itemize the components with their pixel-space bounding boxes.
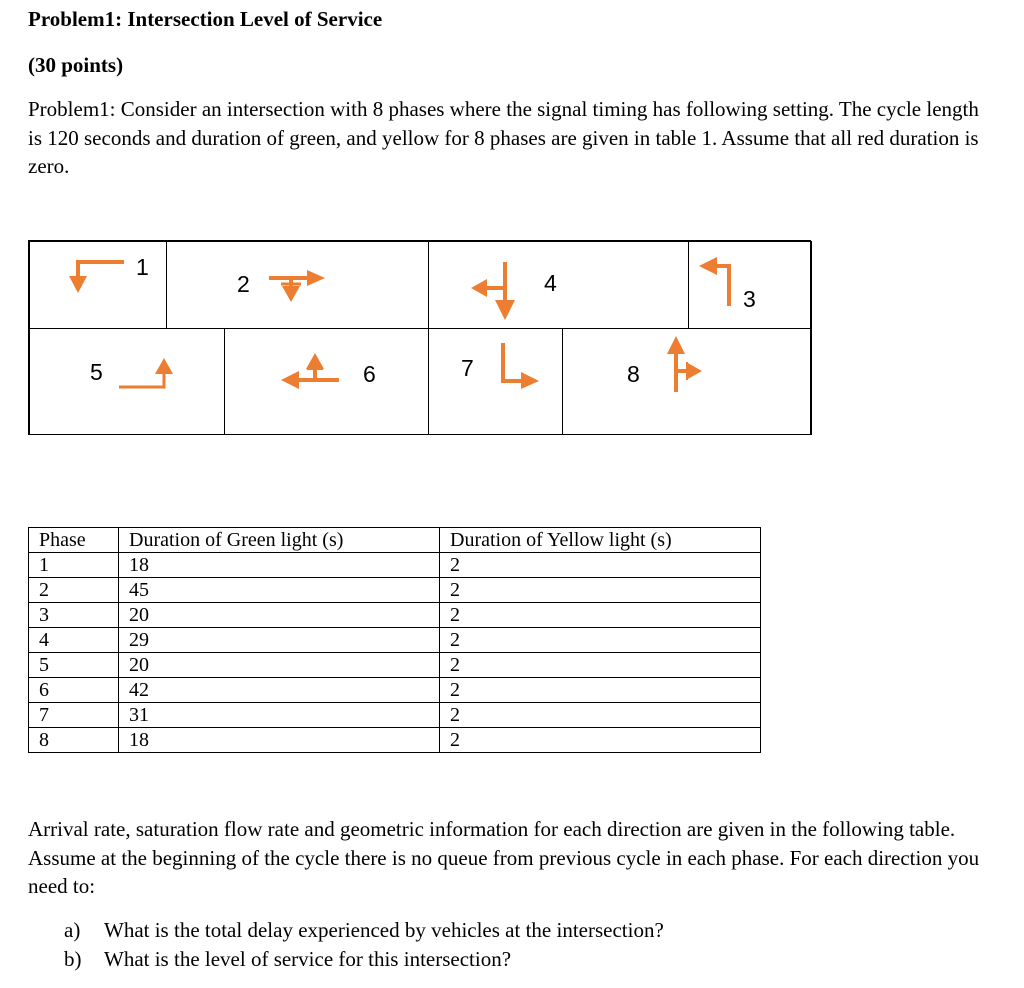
- problem-intro: Problem1: Consider an intersection with 8 phases where the signal timing has following setting. The cycle length is 120 seconds and duration of green, and yellow for 8 phases are given in table 1. Assume that all red duration is zero.: [28, 97, 979, 178]
- signal-timing-table: [28, 527, 761, 753]
- table-row: [29, 603, 761, 628]
- problem-title: Problem1: Intersection Level of Service: [28, 7, 383, 31]
- problem-points: (30 points): [28, 53, 124, 77]
- cell-phase: 4: [29, 628, 119, 653]
- cell-phase: 8: [29, 728, 119, 753]
- phase-number-8: 8: [627, 361, 640, 387]
- header-green-duration: Duration of Green light (s): [119, 528, 440, 553]
- cell-yellow: 2: [440, 603, 761, 628]
- cell-phase: 2: [29, 578, 119, 603]
- through-right-south-arrow-icon: [471, 262, 521, 322]
- cell-yellow: 2: [440, 703, 761, 728]
- cell-green: 20: [119, 653, 440, 678]
- cell-green: 20: [119, 603, 440, 628]
- phase-number-5: 5: [90, 359, 103, 385]
- through-right-west-arrow-icon: [281, 353, 341, 395]
- question-label: a): [64, 918, 81, 942]
- question-text: What is the total delay experienced by vehicles at the intersection?: [104, 918, 664, 942]
- cell-green: 31: [119, 703, 440, 728]
- table-row: [29, 728, 761, 753]
- phase-cell-3: [688, 241, 812, 329]
- question-b: [64, 945, 664, 974]
- phase-diagram: [28, 240, 811, 435]
- cell-green: 45: [119, 578, 440, 603]
- table-row: [29, 678, 761, 703]
- cell-yellow: 2: [440, 628, 761, 653]
- phase-cell-7: [428, 328, 563, 435]
- phase-number-7: 7: [461, 355, 474, 381]
- through-right-north-arrow-icon: [666, 336, 706, 394]
- problem-followup: Arrival rate, saturation flow rate and geometric information for each direction are given in the following table. Assume at the beginning of the cycle there is no queue from previous cycle in each phase. For each direction you need to:: [28, 817, 980, 898]
- cell-phase: 1: [29, 553, 119, 578]
- cell-yellow: 2: [440, 728, 761, 753]
- header-phase: Phase: [29, 528, 119, 553]
- phase-number-6: 6: [363, 361, 376, 387]
- cell-yellow: 2: [440, 578, 761, 603]
- left-turn-arrow-icon: [66, 256, 126, 296]
- table-row: [29, 703, 761, 728]
- left-turn-arrow-icon: [119, 358, 179, 394]
- cell-green: 42: [119, 678, 440, 703]
- phase-cell-2: [166, 241, 429, 329]
- cell-yellow: 2: [440, 653, 761, 678]
- cell-phase: 5: [29, 653, 119, 678]
- phase-number-4: 4: [544, 270, 557, 296]
- table-row: [29, 653, 761, 678]
- phase-number-1: 1: [136, 254, 149, 280]
- through-right-arrow-icon: [267, 270, 337, 312]
- table-row: [29, 628, 761, 653]
- question-text: What is the level of service for this intersection?: [104, 946, 512, 971]
- cell-phase: 3: [29, 603, 119, 628]
- phase-cell-4: [428, 241, 689, 329]
- cell-green: 29: [119, 628, 440, 653]
- phase-number-3: 3: [743, 286, 756, 312]
- phase-cell-5: [29, 328, 225, 435]
- cell-phase: 7: [29, 703, 119, 728]
- phase-cell-1: [29, 241, 167, 329]
- phase-cell-6: [224, 328, 429, 435]
- table-header-row: [29, 528, 761, 553]
- cell-yellow: 2: [440, 553, 761, 578]
- header-yellow-duration: Duration of Yellow light (s): [440, 528, 761, 553]
- question-label: b): [64, 946, 82, 971]
- cell-green: 18: [119, 728, 440, 753]
- question-a: [64, 916, 664, 945]
- phase-number-2: 2: [237, 271, 250, 297]
- phase-cell-8: [562, 328, 812, 435]
- cell-yellow: 2: [440, 678, 761, 703]
- left-turn-arrow-icon: [697, 256, 737, 308]
- left-turn-arrow-icon: [501, 343, 546, 389]
- cell-green: 18: [119, 553, 440, 578]
- table-row: [29, 553, 761, 578]
- question-list: [64, 916, 664, 973]
- cell-phase: 6: [29, 678, 119, 703]
- table-row: [29, 578, 761, 603]
